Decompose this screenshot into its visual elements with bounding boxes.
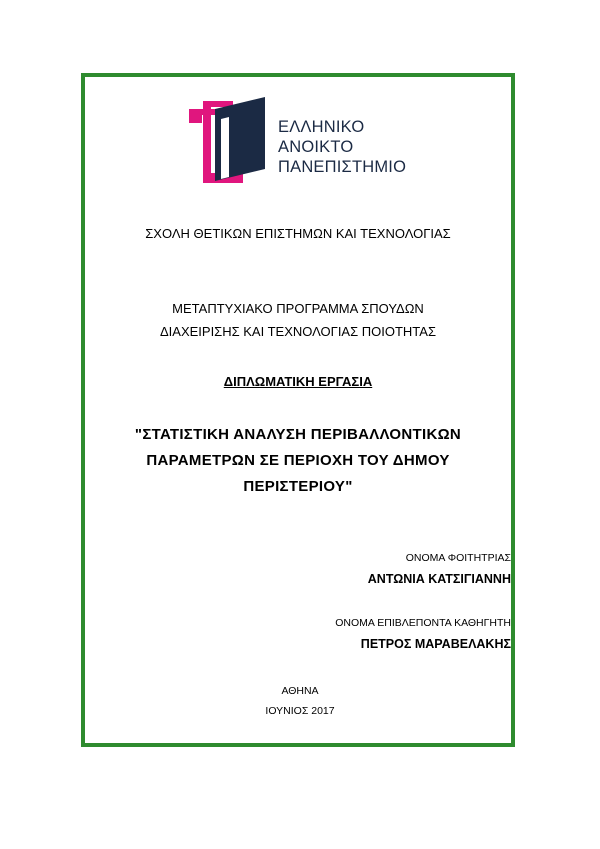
thesis-title-line-3: ΠΕΡΙΣΤΕΡΙΟΥ" — [243, 478, 353, 495]
logo-line-3: ΠΑΝΕΠΙΣΤΗΜΙΟ — [278, 158, 407, 176]
date: ΙΟΥΝΙΟΣ 2017 — [265, 705, 335, 717]
thesis-type-text: ΔΙΠΛΩΜΑΤΙΚΗ ΕΡΓΑΣΙΑ — [223, 374, 373, 389]
logo-line-2: ΑΝΟΙΚΤΟ — [278, 138, 354, 156]
student-label: ΟΝΟΜΑ ΦΟΙΤΗΤΡΙΑΣ — [405, 552, 511, 564]
thesis-title-line-1: "ΣΤΑΤΙΣΤΙΚΗ ΑΝΑΛΥΣΗ ΠΕΡΙΒΑΛΛΟΝΤΙΚΩΝ — [134, 426, 462, 443]
program-line-1: ΜΕΤΑΠΤΥΧΙΑΚΟ ΠΡΟΓΡΑΜΜΑ ΣΠΟΥΔΩΝ — [172, 301, 424, 316]
school-name: ΣΧΟΛΗ ΘΕΤΙΚΩΝ ΕΠΙΣΤΗΜΩΝ ΚΑΙ ΤΕΧΝΟΛΟΓΙΑΣ — [145, 226, 451, 241]
program-line-2: ΔΙΑΧΕΙΡΙΣΗΣ ΚΑΙ ΤΕΧΝΟΛΟΓΙΑΣ ΠΟΙΟΤΗΤΑΣ — [159, 324, 436, 339]
supervisor-name: ΠΕΤΡΟΣ ΜΑΡΑΒΕΛΑΚΗΣ — [360, 637, 511, 651]
supervisor-label: ΟΝΟΜΑ ΕΠΙΒΛΕΠΟΝΤΑ ΚΑΘΗΓΗΤΗ — [335, 617, 511, 629]
logo-line-1: ΕΛΛΗΝΙΚΟ — [278, 118, 365, 136]
university-logo — [189, 97, 429, 187]
logo-wordmark — [278, 117, 406, 177]
city: ΑΘΗΝΑ — [281, 685, 319, 697]
student-name: ΑΝΤΩΝΙΑ ΚΑΤΣΙΓΙΑΝΝΗ — [367, 572, 511, 586]
thesis-title-line-2: ΠΑΡΑΜΕΤΡΩΝ ΣΕ ΠΕΡΙΟΧΗ ΤΟΥ ΔΗΜΟΥ — [146, 452, 450, 469]
thesis-type-heading — [81, 374, 515, 389]
logo-emblem-icon — [189, 97, 279, 187]
